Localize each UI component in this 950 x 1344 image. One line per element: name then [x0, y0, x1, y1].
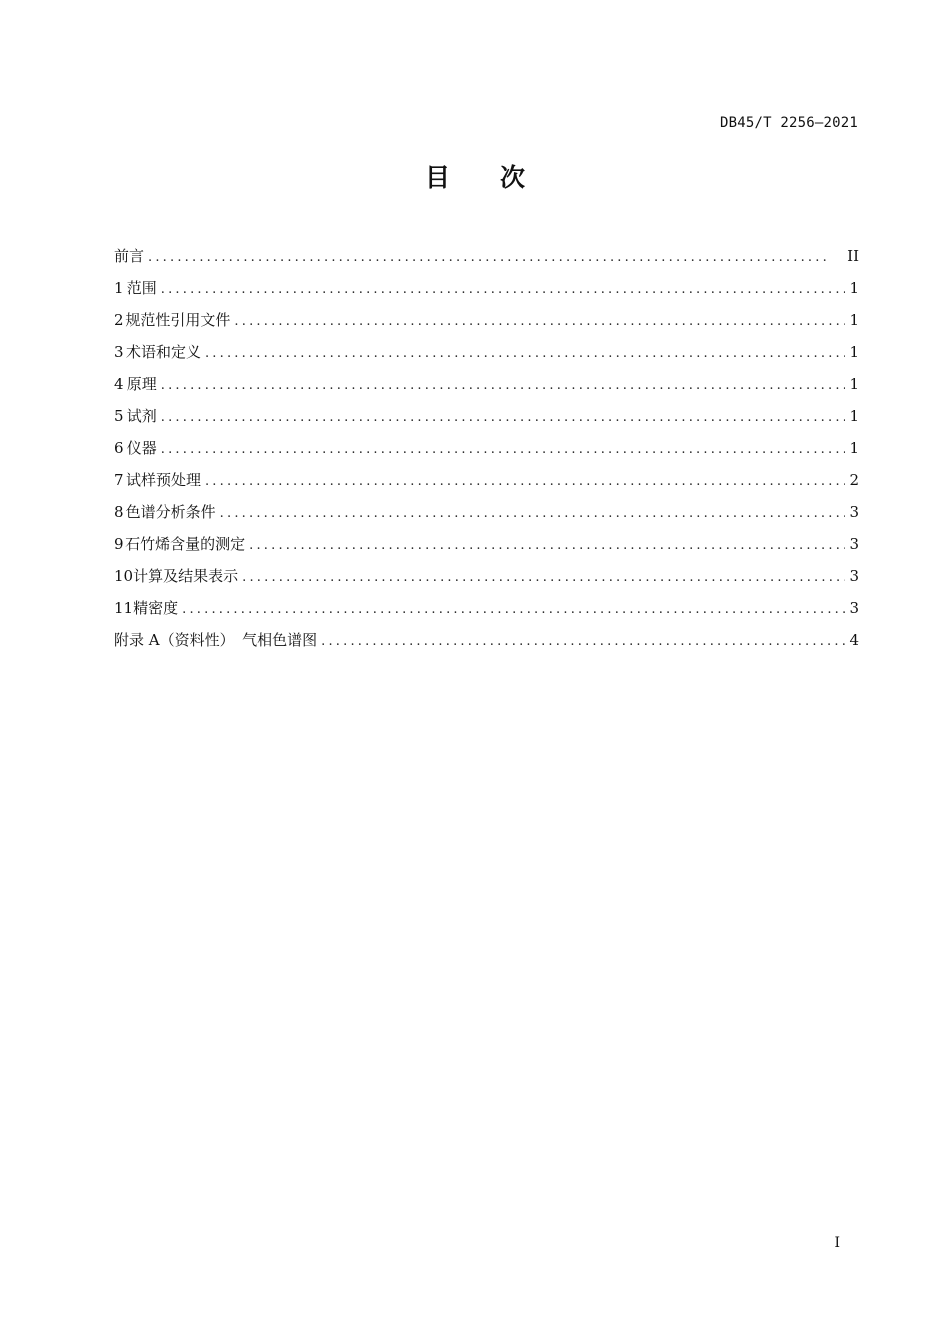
toc-leader-dots	[205, 466, 846, 498]
toc-leader-dots	[161, 370, 846, 402]
toc-entry-label: 仪器	[126, 439, 157, 457]
page-title	[0, 158, 950, 194]
toc-entry-label: 计算及结果表示	[133, 567, 239, 585]
title-char-2: 次	[500, 163, 526, 192]
toc-entry-page: 3	[849, 567, 859, 585]
toc-entry-label: 石竹烯含量的测定	[125, 535, 246, 553]
toc-entry-precision[interactable]	[114, 592, 859, 624]
toc-entry-page: 3	[849, 535, 859, 553]
toc-entry-number: 10	[114, 567, 134, 585]
toc-entry-number: 4	[114, 375, 124, 393]
toc-entry-principle[interactable]	[114, 368, 859, 400]
toc-entry-scope[interactable]	[114, 272, 859, 304]
toc-leader-dots	[148, 242, 829, 274]
toc-leader-dots	[321, 626, 845, 658]
toc-entry-page: 4	[849, 631, 859, 649]
toc-leader-dots	[234, 306, 845, 338]
toc-entry-caryophyllene-determination[interactable]	[114, 528, 859, 560]
toc-entry-page: 3	[849, 599, 859, 617]
toc-entry-terms-definitions[interactable]	[114, 336, 859, 368]
toc-entry-label: 术语和定义	[125, 343, 201, 361]
toc-entry-chromatographic-conditions[interactable]	[114, 496, 859, 528]
toc-leader-dots	[161, 274, 846, 306]
toc-entry-normative-references[interactable]	[114, 304, 859, 336]
toc-entry-page: II	[847, 247, 859, 265]
toc-entry-page: 1	[849, 343, 859, 361]
toc-entry-label: 附录 A（资料性） 气相色谱图	[114, 631, 318, 649]
toc-entry-page: 3	[849, 503, 859, 521]
toc-entry-label: 规范性引用文件	[125, 311, 231, 329]
toc-entry-annex-a[interactable]	[114, 624, 859, 656]
toc-entry-number: 6	[114, 439, 124, 457]
toc-entry-calculation-results[interactable]	[114, 560, 859, 592]
toc-leader-dots	[242, 562, 845, 594]
toc-entry-page: 1	[849, 279, 859, 297]
toc-entry-number: 8	[114, 503, 124, 521]
toc-entry-foreword[interactable]	[114, 240, 859, 272]
toc-entry-number: 1	[114, 279, 124, 297]
toc-entry-page: 1	[849, 439, 859, 457]
toc-entry-instruments[interactable]	[114, 432, 859, 464]
toc-entry-number: 11	[114, 599, 134, 617]
toc-leader-dots	[161, 402, 846, 434]
toc-leader-dots	[205, 338, 846, 370]
toc-leader-dots	[182, 594, 845, 626]
toc-entry-label: 范围	[126, 279, 157, 297]
toc-entry-number: 7	[114, 471, 124, 489]
standard-code: DB45/T 2256—2021	[719, 115, 858, 131]
toc-entry-number: 2	[114, 311, 124, 329]
toc-entry-sample-pretreatment[interactable]	[114, 464, 859, 496]
toc-entry-label: 精密度	[133, 599, 179, 617]
toc-entry-number: 5	[114, 407, 124, 425]
toc-entry-number: 3	[114, 343, 124, 361]
toc-leader-dots	[161, 434, 846, 466]
toc-entry-label: 色谱分析条件	[125, 503, 216, 521]
toc-entry-page: 1	[849, 311, 859, 329]
toc-entry-label: 原理	[126, 375, 157, 393]
toc-entry-page: 1	[849, 375, 859, 393]
toc-entry-label: 前言	[114, 247, 145, 265]
table-of-contents	[114, 240, 859, 656]
toc-leader-dots	[220, 498, 846, 530]
toc-entry-label: 试剂	[126, 407, 157, 425]
toc-leader-dots	[249, 530, 845, 562]
toc-entry-label: 试样预处理	[125, 471, 201, 489]
toc-entry-reagents[interactable]	[114, 400, 859, 432]
title-char-1: 目	[424, 163, 450, 192]
toc-entry-page: 2	[849, 471, 859, 489]
page-number: I	[834, 1235, 840, 1251]
toc-entry-number: 9	[114, 535, 124, 553]
toc-entry-page: 1	[849, 407, 859, 425]
